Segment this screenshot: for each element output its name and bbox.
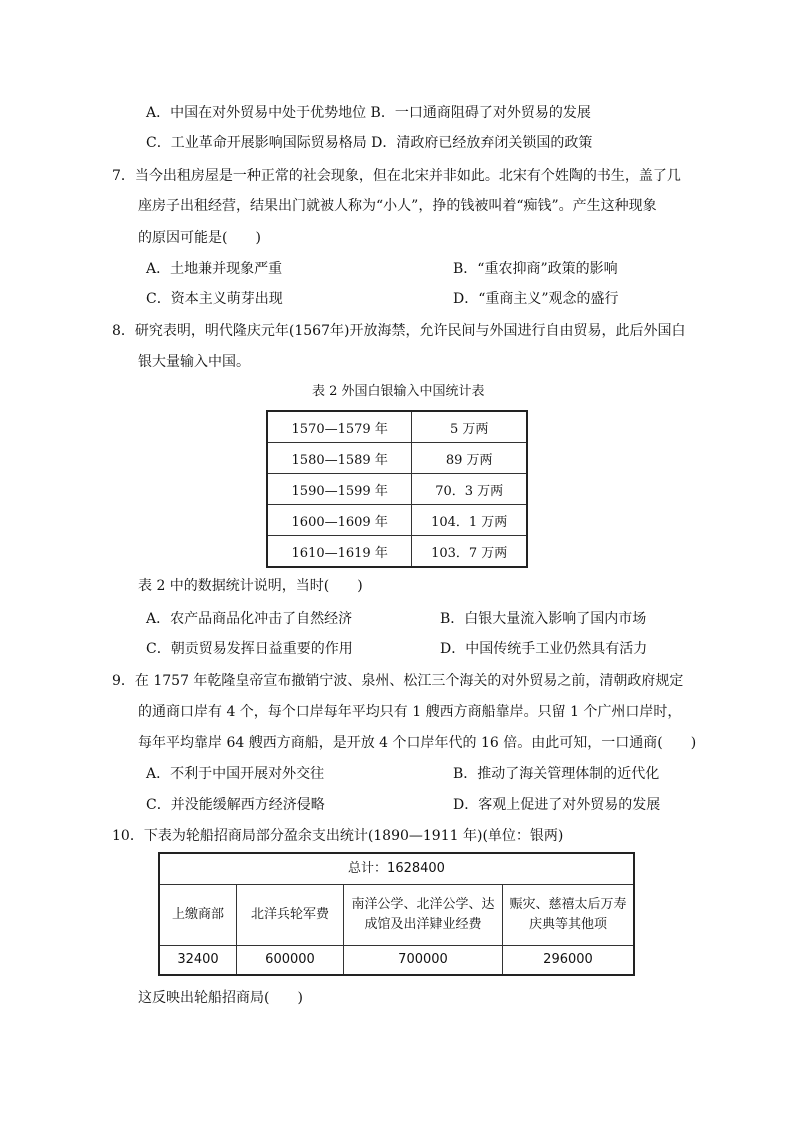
table-cell: 89 万两 — [412, 443, 527, 474]
table-row — [267, 474, 527, 505]
table-cell: 1590—1599 年 — [267, 474, 412, 505]
table-cell: 70．3 万两 — [412, 474, 527, 505]
surplus-expenditure-table — [158, 852, 635, 976]
table-total-cell: 总计：1628400 — [159, 853, 634, 885]
q9-option-b: B．推动了海关管理体制的近代化 — [453, 766, 660, 782]
table-cell: 1570—1579 年 — [267, 411, 412, 443]
table-row — [159, 946, 634, 976]
q10-question: 这反映出轮船招商局( ) — [138, 990, 303, 1006]
table-row — [159, 885, 634, 946]
q7-option-c: C．资本主义萌芽出现 — [146, 291, 283, 307]
table-cell: 700000 — [344, 946, 503, 976]
table-header-cell: 北洋兵轮军费 — [237, 885, 344, 946]
table-cell: 5 万两 — [412, 411, 527, 443]
q7-stem-line3: 的原因可能是( ) — [138, 230, 261, 246]
q9-option-a: A．不利于中国开展对外交往 — [146, 766, 325, 782]
q7-stem-line2: 座房子出租经营，结果出门就被人称为“小人”，挣的钱被叫着“痴钱”。产生这种现象 — [138, 198, 657, 214]
q7-option-b: B．“重农抑商”政策的影响 — [453, 261, 618, 277]
table-cell: 1610—1619 年 — [267, 536, 412, 568]
table-cell: 1580—1589 年 — [267, 443, 412, 474]
table-cell: 1600—1609 年 — [267, 505, 412, 536]
q10-stem-line1: 10．下表为轮船招商局部分盈余支出统计(1890—1911 年)(单位：银两) — [112, 828, 564, 844]
q7-stem-line1: 7．当今出租房屋是一种正常的社会现象，但在北宋并非如此。北宋有个姓陶的书生，盖了几 — [112, 168, 681, 184]
q8-option-d: D．中国传统手工业仍然具有活力 — [440, 641, 648, 657]
table-cell: 103．7 万两 — [412, 536, 527, 568]
table-row — [267, 443, 527, 474]
q7-option-d: D．“重商主义”观念的盛行 — [453, 291, 619, 307]
q6-option-cd: C．工业革命开展影响国际贸易格局 D．清政府已经放弃闭关锁国的政策 — [146, 135, 593, 151]
table-cell: 600000 — [237, 946, 344, 976]
table-header-cell: 上缴商部 — [159, 885, 237, 946]
q9-option-d: D．客观上促进了对外贸易的发展 — [453, 797, 661, 813]
silver-import-table — [266, 410, 528, 568]
q9-stem-line3: 每年平均靠岸 64 艘西方商船，是开放 4 个口岸年代的 16 倍。由此可知，一口通商( ) — [138, 735, 697, 751]
table-row — [159, 853, 634, 885]
q6-option-ab: A．中国在对外贸易中处于优势地位 B．一口通商阻碍了对外贸易的发展 — [146, 105, 591, 121]
q8-question: 表 2 中的数据统计说明，当时( ) — [138, 578, 363, 594]
q7-option-a: A．土地兼并现象严重 — [146, 261, 283, 277]
table-header-cell: 南洋公学、北洋公学、达成馆及出洋肄业经费 — [344, 885, 503, 946]
table-cell: 32400 — [159, 946, 237, 976]
q8-option-a: A．农产品商品化冲击了自然经济 — [146, 611, 353, 627]
q8-stem-line1: 8．研究表明，明代隆庆元年(1567年)开放海禁，允许民间与外国进行自由贸易，此后外国白 — [112, 323, 686, 339]
table-row — [267, 505, 527, 536]
q8-stem-line2: 银大量输入中国。 — [138, 354, 250, 370]
table-row — [267, 411, 527, 443]
table-row — [267, 536, 527, 568]
q8-option-c: C．朝贡贸易发挥日益重要的作用 — [146, 641, 353, 657]
table-header-cell: 赈灾、慈禧太后万寿庆典等其他项 — [503, 885, 635, 946]
q9-stem-line2: 的通商口岸有 4 个，每个口岸每年平均只有 1 艘西方商船靠岸。只留 1 个广州口岸时， — [138, 704, 682, 720]
q9-option-c: C．并没能缓解西方经济侵略 — [146, 797, 325, 813]
table-cell: 104．1 万两 — [412, 505, 527, 536]
table-cell: 296000 — [503, 946, 635, 976]
q8-option-b: B．白银大量流入影响了国内市场 — [440, 611, 647, 627]
q8-table-title: 表 2 外国白银输入中国统计表 — [312, 384, 485, 399]
q9-stem-line1: 9．在 1757 年乾隆皇帝宣布撤销宁波、泉州、松江三个海关的对外贸易之前，清朝政府规定 — [112, 673, 684, 689]
